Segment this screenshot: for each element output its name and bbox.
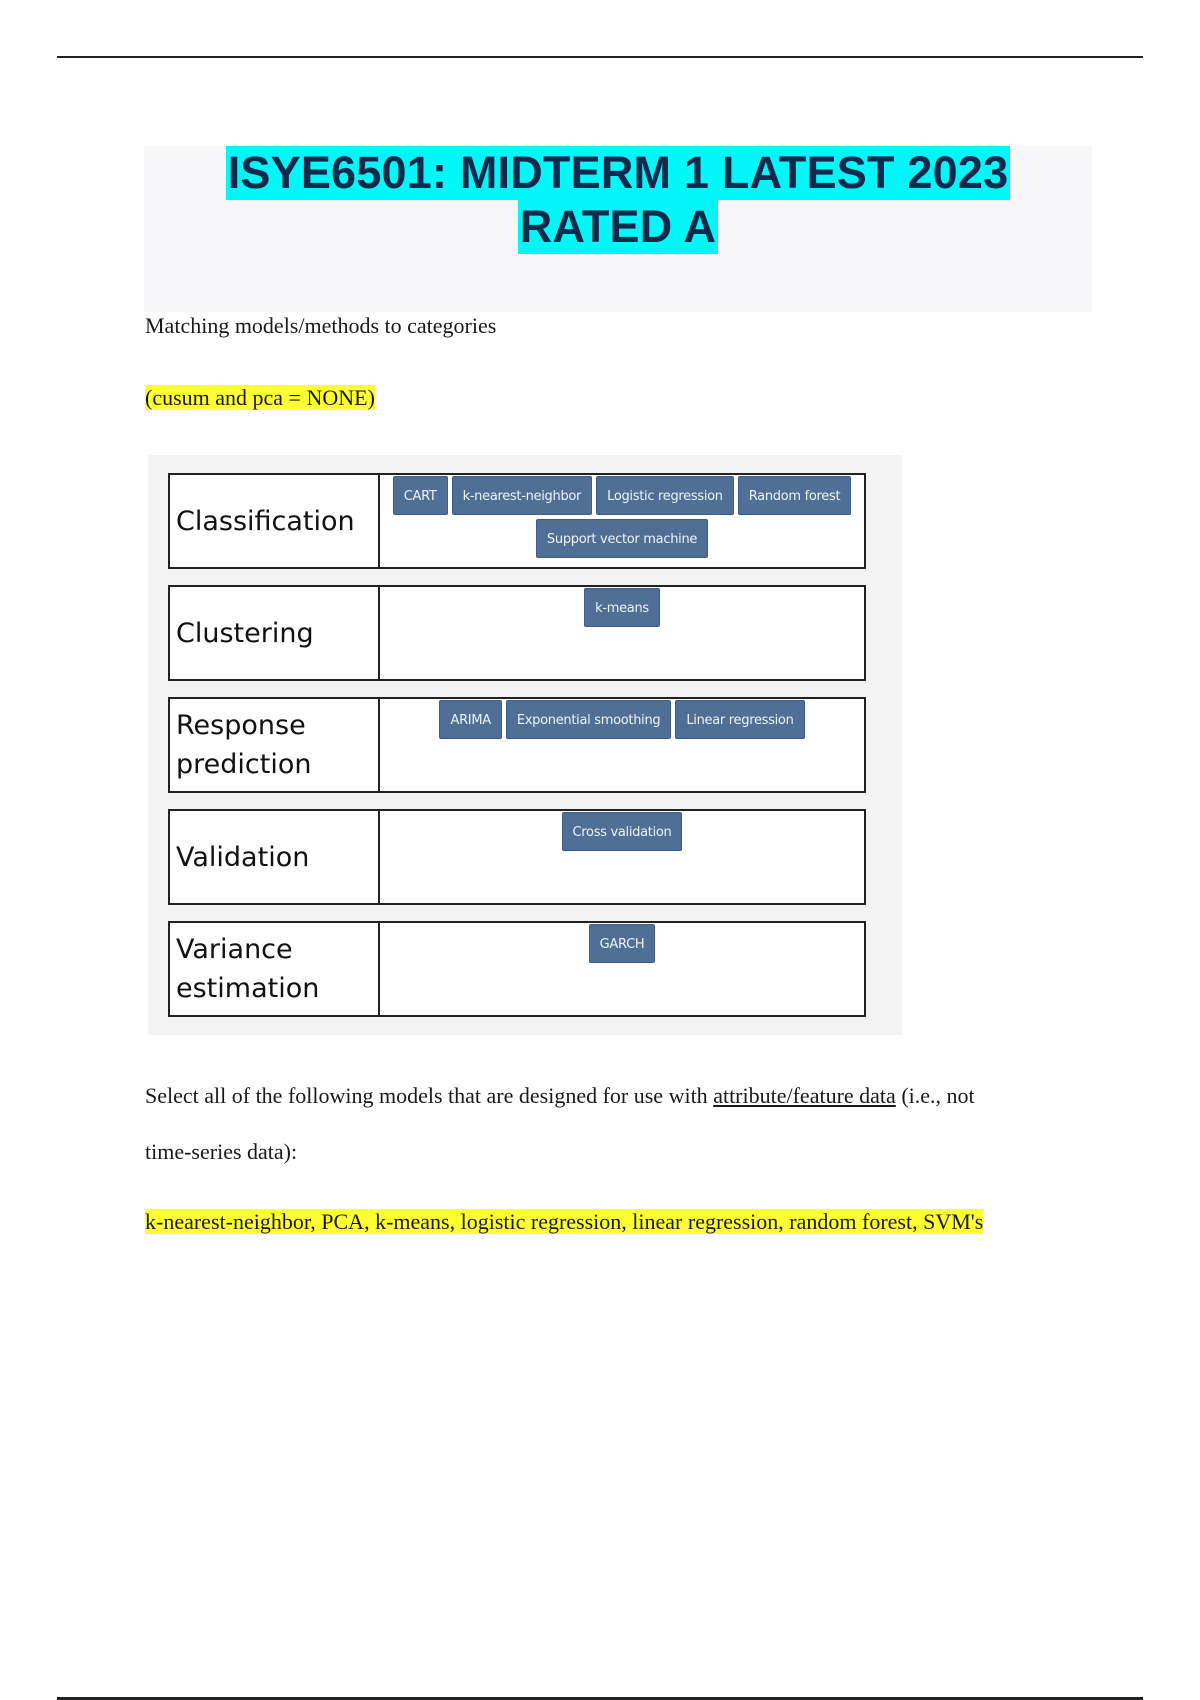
question-text-end: (i.e., not [895, 1083, 975, 1108]
category-row [168, 585, 866, 681]
category-row [168, 809, 866, 905]
method-chip: Linear regression [675, 700, 804, 739]
title-banner [144, 146, 1092, 312]
method-list [380, 475, 864, 567]
category-label: Validation [170, 811, 380, 903]
note-text [145, 384, 375, 412]
category-row [168, 473, 866, 569]
answer-text [145, 1208, 983, 1236]
method-chip: ARIMA [439, 700, 501, 739]
category-row [168, 697, 866, 793]
document-title-line-2: RATED A [519, 201, 717, 252]
category-row [168, 921, 866, 1017]
method-chip: Logistic regression [596, 476, 734, 515]
intro-text: Matching models/methods to categories [145, 313, 497, 338]
question-text-line-2: time-series data): [145, 1139, 298, 1164]
question-text-start: Select all of the following models that are designed for use with [145, 1083, 714, 1108]
answer-highlight: k-nearest-neighbor, PCA, k-means, logistic regression, linear regression, random forest, SVM's [145, 1209, 984, 1234]
method-list [380, 587, 864, 679]
method-chip: Exponential smoothing [506, 700, 672, 739]
question-underlined-term: attribute/feature data [713, 1083, 896, 1108]
document-title-line-1: ISYE6501: MIDTERM 1 LATEST 2023 [227, 147, 1009, 198]
method-chip: Random forest [738, 476, 852, 515]
method-list [380, 923, 864, 1015]
method-list [380, 699, 864, 791]
method-chip: GARCH [589, 924, 656, 963]
model-category-figure [148, 455, 902, 1035]
method-list [380, 811, 864, 903]
method-chip: CART [393, 476, 448, 515]
method-chip: k-nearest-neighbor [452, 476, 593, 515]
header-rule [57, 56, 1143, 58]
method-chip: Cross validation [562, 812, 683, 851]
note-highlight: (cusum and pca = NONE) [145, 385, 375, 410]
category-label: Variance estimation [170, 923, 380, 1015]
category-label: Clustering [170, 587, 380, 679]
method-chip: k-means [584, 588, 660, 627]
category-label: Classification [170, 475, 380, 567]
method-chip: Support vector machine [536, 519, 708, 558]
category-label: Response prediction [170, 699, 380, 791]
question-text [145, 1082, 975, 1110]
